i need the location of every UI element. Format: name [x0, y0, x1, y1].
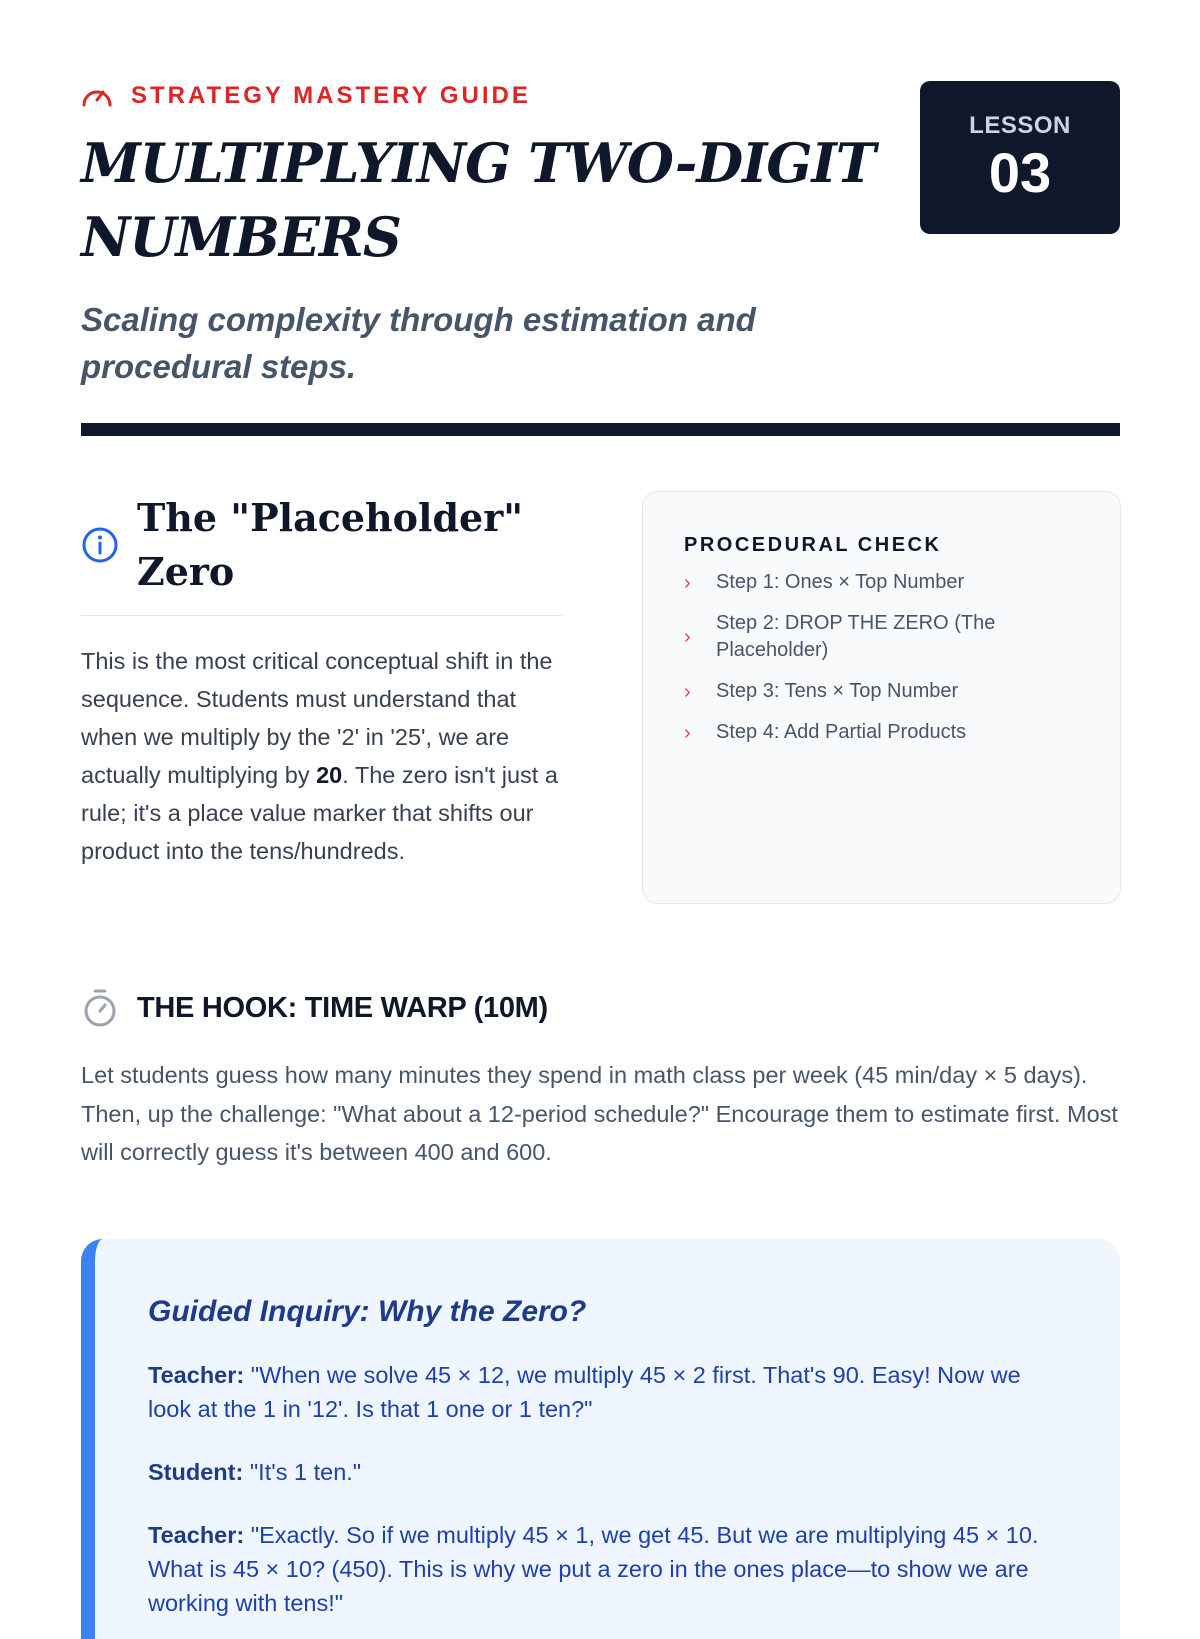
stopwatch-icon: [81, 988, 119, 1028]
procedural-step-text: Step 2: DROP THE ZERO (The Placeholder): [716, 612, 996, 661]
header-divider: [81, 423, 1120, 436]
dialogue-speaker: Student:: [148, 1459, 244, 1485]
speedometer-icon: [81, 82, 113, 110]
hook-body: Let students guess how many minutes they spend in math class per week (45 min/day × 5 days). Then, up the challenge: "What about a 12-period schedule?" Encourage them to estimate first. Most will correctly guess it's between 400 and 600.: [81, 1062, 1118, 1165]
page-subtitle: Scaling complexity through estimation and procedural steps.: [81, 301, 756, 385]
procedural-check-list: [684, 569, 1080, 746]
procedural-check-card: [642, 491, 1121, 904]
eyebrow-label: STRATEGY MASTERY GUIDE: [131, 82, 531, 109]
dialogue-speaker: Teacher:: [148, 1522, 245, 1548]
inquiry-title: Guided Inquiry: Why the Zero?: [148, 1295, 587, 1328]
placeholder-zero-section: [81, 491, 562, 870]
hook-heading: [81, 988, 1120, 1028]
placeholder-title: The "Placeholder" Zero: [137, 495, 524, 594]
page-title: MULTIPLYING TWO-DIGIT NUMBERS: [81, 131, 875, 269]
dialogue-line: [148, 1358, 1060, 1426]
chevron-right-icon: ›: [684, 626, 691, 648]
guided-inquiry-callout: [81, 1239, 1120, 1639]
dialogue-speaker: Teacher:: [148, 1362, 245, 1388]
procedural-check-title: PROCEDURAL CHECK: [684, 534, 942, 556]
procedural-step: [684, 719, 1080, 746]
placeholder-heading: [81, 491, 562, 616]
procedural-step: [684, 610, 1080, 664]
dialogue-text: "When we solve 45 × 12, we multiply 45 × 2 first. That's 90. Easy! Now we look at the 1 in '12'. Is that 1 one or 1 ten?": [148, 1362, 1021, 1422]
dialogue-text: "Exactly. So if we multiply 45 × 1, we get 45. But we are multiplying 45 × 10. What is 45 × 10? (450). This is why we put a zero in the ones place—to show we are working with tens!": [148, 1522, 1039, 1616]
procedural-step-text: Step 1: Ones × Top Number: [716, 571, 965, 593]
placeholder-body-end: . The zero isn't just a rule; it's a place value marker that shifts our product into the tens/hundreds.: [81, 762, 558, 864]
chevron-right-icon: ›: [684, 571, 691, 594]
placeholder-body: [81, 642, 562, 870]
hook-section: [81, 988, 1120, 1172]
placeholder-body-start: This is the most critical conceptual shift in the sequence. Students must understand that when we multiply by the '2' in '25', we are actually multiplying by: [81, 648, 553, 788]
placeholder-body-bold: 20: [316, 762, 343, 788]
lesson-badge: [920, 81, 1120, 234]
lesson-label: LESSON: [969, 111, 1071, 139]
procedural-step-text: Step 3: Tens × Top Number: [716, 680, 959, 702]
hook-title: THE HOOK: TIME WARP (10M): [137, 991, 548, 1024]
chevron-right-icon: ›: [684, 680, 691, 703]
dialogue-line: [148, 1518, 1060, 1620]
dialogue-text: "It's 1 ten.": [249, 1459, 362, 1485]
dialogue-line: [148, 1455, 1060, 1489]
procedural-step-text: Step 4: Add Partial Products: [716, 721, 967, 743]
lesson-number: 03: [988, 140, 1052, 204]
procedural-step: [684, 678, 1080, 705]
chevron-right-icon: ›: [684, 721, 691, 744]
procedural-step: [684, 569, 1080, 596]
lesson-header: [81, 80, 1120, 390]
info-icon: [81, 526, 119, 564]
